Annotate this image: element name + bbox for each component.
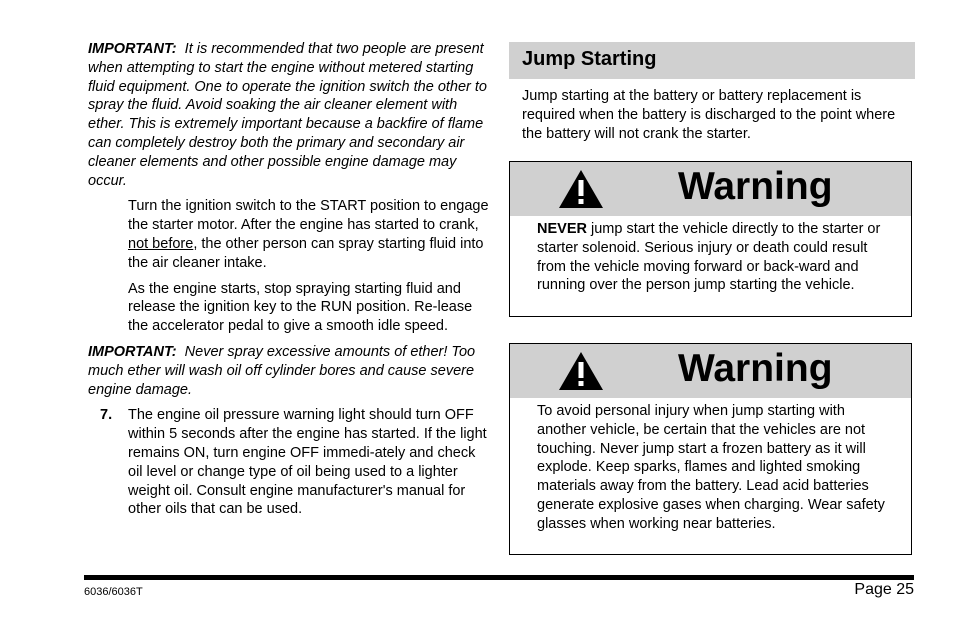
not-before-emphasis: not before	[128, 235, 194, 252]
right-column	[509, 42, 915, 143]
model-number: 6036/6036T	[84, 586, 143, 598]
important-text: Never spray excessive amounts of ether! Too much ether will wash oil off cylinder bores and cause severe engine damage.	[88, 343, 476, 398]
step-7	[100, 406, 492, 519]
jump-starting-intro: Jump starting at the battery or battery replacement is required when the battery is discharged to the point where the battery will not crank the starter.	[522, 88, 896, 142]
warning-triangle-icon	[558, 351, 604, 396]
step-number: 7.	[100, 407, 113, 424]
step-text: The engine oil pressure warning light should turn OFF within 5 seconds after the engine has started. If the light remains ON, turn engine OFF immedi-ately and check oil level or change type of oil being used to a lighter weight oil. Consult engine manufacturer's manual for other oils that can be used.	[128, 407, 487, 518]
important-note-excessive-ether	[88, 343, 492, 399]
warning-box-2	[509, 343, 912, 555]
warning-text	[537, 220, 891, 295]
engine-starts-paragraph: As the engine starts, stop spraying starting fluid and release the ignition key to the RUN position. Re-lease the accelerator pedal to give a smooth idle speed.	[128, 280, 473, 335]
page-number: Page 25	[854, 581, 914, 598]
warning-body-text: To avoid personal injury when jump starting with another vehicle, be certain that the vehicles are not touching. Never jump start a frozen battery as it will explode. Keep sparks, flames and lighted smoking materials away from the battery. Lead acid batteries generate explosive gases when charging. Wear safety glasses when working near batteries.	[537, 403, 885, 532]
left-column	[88, 40, 492, 519]
warning-triangle-icon	[558, 169, 604, 214]
important-label: IMPORTANT:	[88, 41, 177, 57]
ignition-text-part1: Turn the ignition switch to the START position to engage the starter motor. After the engine has started to crank,	[128, 198, 489, 234]
warning-header	[510, 344, 911, 398]
important-text: It is recommended that two people are present when attempting to start the engine without metered starting fluid equipment. One to operate the ignition switch the other to spray the fluid. Avoid soaking the air cleaner element with ether. This is extremely important because a backfire of flame can completely destroy both the primary and secondary air cleaner elements and other possible engine damage may occur.	[88, 41, 487, 189]
warning-box-1	[509, 161, 912, 317]
section-title: Jump Starting	[509, 42, 915, 79]
ignition-text-part2: , the other person can spray starting fluid into the air cleaner intake.	[128, 235, 484, 271]
warning-body-text: jump start the vehicle directly to the starter or starter solenoid. Serious injury or death could result from the vehicle moving forward or back-ward and running over the person jump starting the vehicle.	[537, 221, 881, 294]
never-emphasis: NEVER	[537, 221, 587, 237]
important-label: IMPORTANT:	[88, 343, 177, 360]
ignition-paragraph	[128, 197, 492, 272]
warning-header	[510, 162, 911, 216]
warning-title: Warning	[678, 347, 833, 390]
footer-rule	[84, 575, 914, 580]
important-note-ether-soaking	[88, 40, 492, 190]
warning-title: Warning	[678, 165, 833, 208]
